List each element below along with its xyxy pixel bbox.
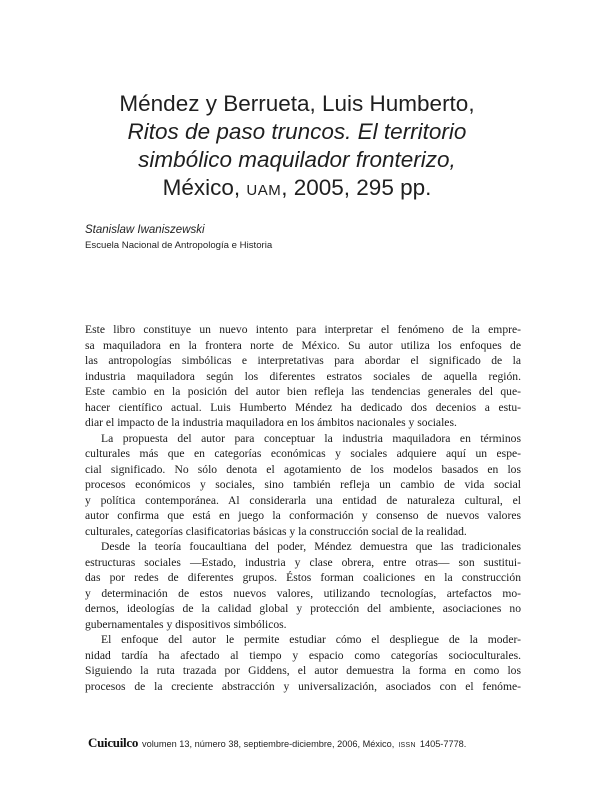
title-line-2: Ritos de paso truncos. El territorio [127, 119, 467, 144]
review-body [85, 322, 521, 694]
body-line: procesos de la creciente abstracción y universalización, asociados con el fenóme- [85, 679, 521, 693]
body-line: El enfoque del autor le permite estudiar cómo el despliegue de la moder- [101, 633, 521, 646]
body-line: y determinación de estos nuevos valores, utilizando tecnologías, artefactos mo- [85, 586, 521, 600]
body-line: procesos económicos y sociales, sino también refleja un cambio de vida social [85, 478, 521, 491]
title-line-3: simbólico maquilador fronterizo, [138, 147, 456, 172]
body-line: La propuesta del autor para conceptuar la industria maquiladora en términos [101, 431, 521, 445]
body-line: industria maquiladora según los diferentes estratos sociales de aquella región. [85, 369, 521, 383]
body-line: estructuras sociales —Estado, industria y clase obrera, entre otras— son sustitui- [85, 555, 521, 569]
body-line: Desde la teoría foucaultiana del poder, Méndez demuestra que las tradicionales [101, 540, 521, 553]
author-affiliation: Escuela Nacional de Antropología e Historia [85, 240, 273, 251]
title-place: México, [162, 175, 247, 200]
author-name: Stanislaw Iwaniszewski [85, 224, 205, 236]
body-line: culturales más que en categorías económicas y sociales adquiere aquí un espe- [85, 447, 521, 460]
journal-footer [88, 735, 528, 751]
title-line-1: Méndez y Berrueta, Luis Humberto, [119, 91, 475, 116]
body-line: Siguiendo la ruta trazada por Giddens, el autor demuestra la forma en como los [85, 664, 521, 677]
body-line: culturales, categorías clasificatorias básicas y la construcción social de la realidad. [85, 524, 467, 538]
title-year-pages: , 2005, 295 pp. [281, 175, 432, 200]
title-publisher: UAM [246, 182, 282, 199]
body-line: gubernamentales y dispositivos simbólicos. [85, 617, 287, 631]
body-line: dernos, ideologías de la calidad global y protección del ambiente, asociaciones no [85, 602, 521, 615]
body-line: Este libro constituye un nuevo intento para interpretar el fenómeno de la empre- [85, 323, 521, 336]
body-line: sa maquiladora en la frontera norte de México. Su autor utiliza los enfoques de [85, 338, 521, 352]
body-line: diar el impacto de la industria maquiladora en los ámbitos nacionales y sociales. [85, 416, 457, 429]
journal-citation: volumen 13, número 38, septiembre-diciembre, 2006, México, [142, 739, 395, 749]
body-line: y política contemporánea. Al considerarla una entidad de naturaleza cultural, el [85, 493, 521, 507]
body-line: das por redes de diferentes grupos. Éstos forman coaliciones en la construcción [85, 571, 521, 584]
body-line: autor confirma que está en juego la conformación y consenso de nuevos valores [85, 509, 521, 522]
body-line: hacer científico actual. Luis Humberto Méndez ha dedicado dos decenios a estu- [85, 400, 521, 414]
body-line: las antropologías simbólicas e interpretativas para abordar el significado de la [85, 354, 521, 367]
journal-logo: Cuicuilco [88, 735, 139, 750]
body-line: Este cambio en la posición del autor bien refleja las tendencias generales del que- [85, 385, 521, 398]
title-line-4 [60, 174, 534, 205]
review-title [60, 90, 534, 205]
body-line: nidad tardía ha afectado al tiempo y espacio como categorías socioculturales. [85, 648, 521, 662]
issn-number: 1405-7778. [419, 739, 467, 749]
issn-label: ISSN [398, 742, 416, 749]
body-line: cial significado. No sólo denota el agotamiento de los modelos basados en los [85, 462, 521, 476]
